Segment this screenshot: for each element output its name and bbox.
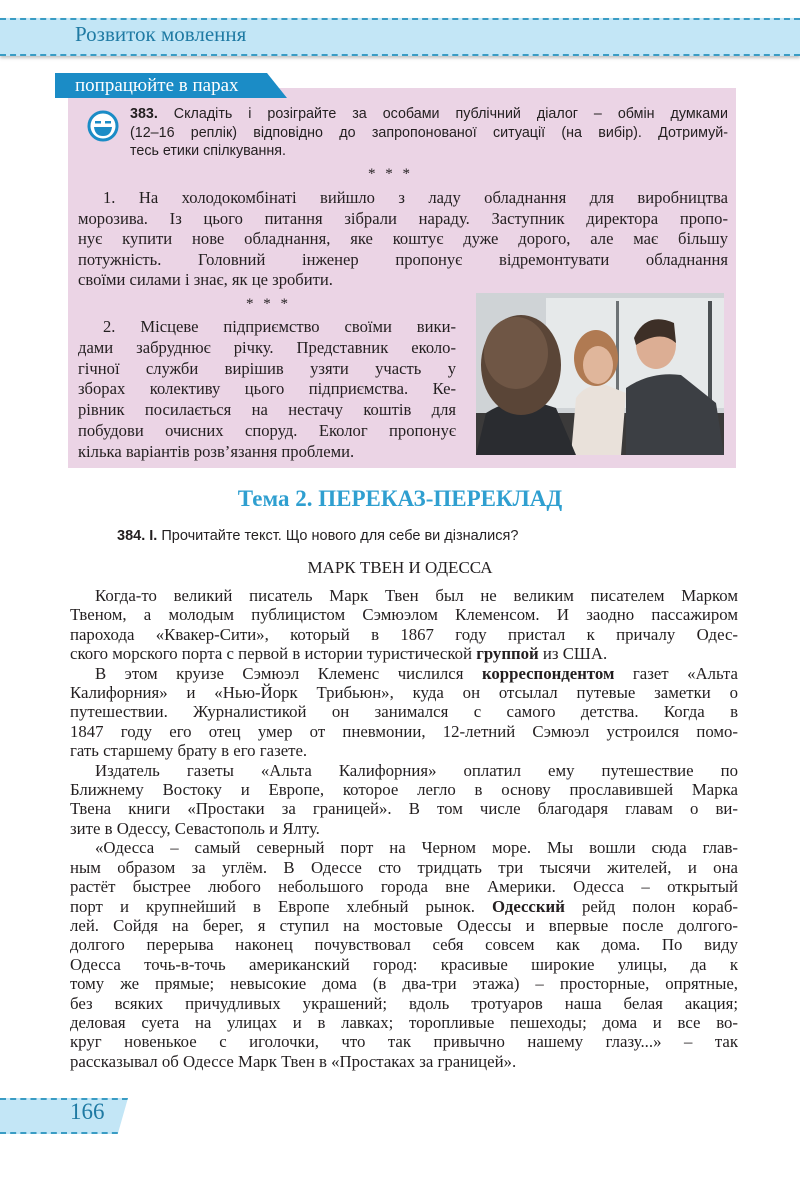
task-text-line: Складіть і розіграйте за особами публічний діалог – обмін думками	[173, 106, 728, 122]
text-segment: Твена книги «Простаки за границей». В том числе благодаря главам о ви-	[70, 799, 738, 819]
text-line	[70, 994, 738, 1013]
text-line	[70, 683, 738, 702]
text-segment: Когда-то великий писатель Марк Твен был не великим писателем Марком	[95, 586, 738, 605]
task-383	[130, 105, 728, 161]
separator-1: * * *	[368, 166, 413, 182]
text-segment: из США.	[538, 644, 608, 664]
story-title: МАРК ТВЕН И ОДЕССА	[307, 558, 493, 577]
text-line	[70, 625, 738, 644]
separator-2: * * *	[246, 296, 291, 312]
text-line: рівник посилається на нестачу коштів для	[78, 400, 456, 420]
topic-title: Тема 2. ПЕРЕКАЗ-ПЕРЕКЛАД	[237, 486, 563, 511]
text-segment: растёт быстрее любого небольшого города вне Америки. Одесса – открытый	[70, 877, 738, 897]
text-line	[70, 877, 738, 896]
task-text-line: (12–16 реплік) відповідно до запропонованої ситуації (на вибір). Дотримуй-	[130, 124, 728, 141]
text-line	[70, 586, 738, 605]
text-line: кілька варіантів розв’язання проблеми.	[78, 441, 355, 461]
page-number-band	[0, 1098, 128, 1134]
text-segment: круг новенькое с иголочки, что так привычно нашему глазу...» – так	[70, 1032, 738, 1052]
text-line	[70, 644, 738, 663]
text-segment: порт и крупнейший в Европе хлебный рынок.	[70, 896, 492, 916]
text-segment: парохода «Квакер-Сити», который в 1867 году пристал к причалу Одес-	[70, 624, 738, 644]
text-segment: Твеном, а молодым публицистом Сэмюэлом Клеменсом. И заодно пассажиром	[70, 605, 738, 625]
text-line	[70, 722, 738, 741]
text-line	[70, 761, 738, 780]
text-segment: рассказывал об Одессе Марк Твен в «Простаках за границей».	[70, 1051, 517, 1071]
bold-term: корреспондентом	[481, 663, 615, 683]
task-number: 384. I.	[117, 528, 158, 544]
text-line	[70, 780, 738, 799]
text-line	[70, 664, 738, 683]
text-segment: гать старшему брату в его газете.	[70, 741, 308, 761]
text-segment: ным образом за углём. В Одессе сто тридцать три тысячи жителей, и она	[70, 857, 738, 877]
text-line	[70, 741, 738, 760]
text-segment: Ближнему Востоку и Европе, которое легло в основу прославившей Марка	[70, 780, 738, 800]
text-line	[70, 955, 738, 974]
text-segment: деловая суета на улицах и в лавках; торопливые пешеходы; дома и все во-	[70, 1012, 738, 1032]
situation-2	[78, 317, 456, 463]
text-line	[70, 1032, 738, 1051]
text-segment: долгого перерыва наконец почувствовал себя совсем как дома. По виду	[70, 935, 738, 955]
meeting-photo	[476, 293, 724, 455]
text-segment: лей. Сойдя на берег, я ступил на мостовые Одессы и впервые после долгого-	[70, 915, 738, 935]
text-segment: путешествии. Журналистикой он занимался с самого детства. Когда в	[70, 702, 738, 722]
pair-work-tag-label: попрацюйте в парах	[75, 75, 239, 96]
text-line	[70, 838, 738, 857]
text-line	[70, 897, 738, 916]
text-line	[70, 1013, 738, 1032]
task-text-line: тесь етики спілкування.	[130, 143, 286, 159]
text-line	[70, 974, 738, 993]
text-line: дами забруднює річку. Представник еколо-	[78, 337, 456, 357]
text-segment: Одесса точь-в-точь американский город: красивые широкие улицы, да к	[70, 954, 738, 974]
text-segment: без всяких причудливых украшений; вдоль тротуаров наша белая акация;	[70, 993, 738, 1013]
task-384	[117, 528, 518, 544]
text-segment: рейд полон кораб-	[564, 896, 739, 916]
text-segment: ского морского порта с первой в истории туристической	[70, 644, 477, 664]
text-segment: Калифорния» и «Нью-Йорк Трибьюн», куда он отсылал путевые заметки о	[70, 683, 738, 703]
text-line	[70, 916, 738, 935]
text-segment: газет «Альта	[614, 663, 738, 683]
text-segment: 1847 году его отец умер от пневмонии, 12-летний Сэмюэл устроился помо-	[70, 721, 738, 741]
text-line	[70, 1052, 738, 1071]
text-line: зборах колективу цього підприємства. Ке-	[78, 379, 456, 399]
text-segment: Издатель газеты «Альта Калифорния» оплатил ему путешествие по	[95, 760, 738, 780]
text-line	[70, 935, 738, 954]
text-line: потужність. Головний інженер пропонує відремонтувати обладнання	[78, 249, 728, 269]
text-line: 1. На холодокомбінаті вийшло з ладу обладнання для виробництва	[103, 188, 728, 207]
text-segment: тому же прямые; невысокие дома (в два-три этажа) – просторные, опрятные,	[70, 974, 738, 994]
text-line: 2. Місцеве підприємство своїми вики-	[103, 317, 456, 336]
story-body	[70, 586, 738, 1071]
text-segment: «Одесса – самый северный порт на Черном море. Мы вошли сюда глав-	[95, 838, 738, 858]
text-line: нує купити нове обладнання, яке коштує дуже дорого, але має більшу	[78, 229, 728, 248]
text-line: гічної служби вирішив узяти участь у	[78, 358, 456, 378]
text-line: своїми силами і знає, як це зробити.	[78, 270, 333, 289]
text-segment: В этом круизе Сэмюэл Клеменс числился	[95, 663, 482, 683]
text-line: морозива. Із цього питання зібрали нараду. Заступник директора пропо-	[78, 208, 728, 228]
bold-term: Одесский	[492, 896, 565, 916]
page-number: 166	[70, 1099, 105, 1124]
task-number: 383.	[130, 106, 158, 122]
task-text: Прочитайте текст. Що нового для себе ви дізналися?	[157, 528, 519, 544]
text-line	[70, 605, 738, 624]
situation-1	[78, 188, 728, 291]
section-title: Розвиток мовлення	[75, 22, 247, 46]
smiley-icon	[87, 110, 119, 142]
text-line	[70, 858, 738, 877]
text-line	[70, 799, 738, 818]
text-line: побудови очисних споруд. Еколог пропонує	[78, 420, 456, 440]
bold-term: группой	[476, 644, 539, 664]
text-line	[70, 819, 738, 838]
text-line	[70, 702, 738, 721]
text-segment: зите в Одессу, Севастополь и Ялту.	[70, 818, 320, 838]
